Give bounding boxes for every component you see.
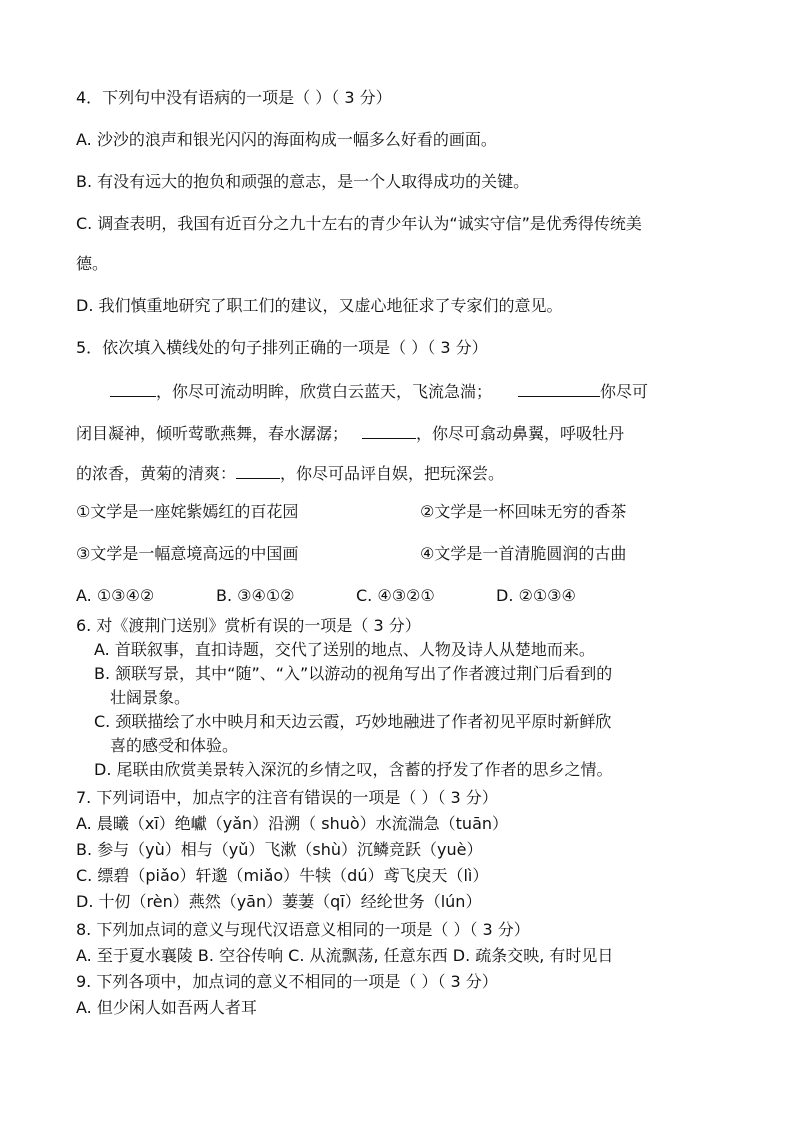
q5-passage-line1 <box>110 380 648 402</box>
q5-option-a: A. ①③④② <box>76 586 155 605</box>
q6-option-a: A. 首联叙事，直扣诗题，交代了送别的地点、人物及诗人从楚地而来。 <box>94 640 595 659</box>
q5-sentence-3: ③文学是一幅意境高远的中国画 <box>76 544 299 563</box>
q5-option-d: D. ②①③④ <box>496 586 576 605</box>
q6-option-b: B. 颔联写景，其中“随”、“入”以游动的视角写出了作者渡过荆门后看到的 <box>94 664 613 683</box>
q5-sentence-1: ①文学是一座姹紫嫣红的百花园 <box>76 502 299 521</box>
blank-2 <box>518 380 600 397</box>
q7-option-d: D. 十仞（rèn）燕然（yān）萋萋（qī）经纶世务（lún） <box>76 892 482 911</box>
q8-options: A. 至于夏水襄陵 B. 空谷传响 C. 从流飘荡, 任意东西 D. 疏条交映, 有时见日 <box>76 946 614 965</box>
passage-text: ，你尽可品评自娱，把玩深尝。 <box>280 464 505 483</box>
passage-text: 闭目凝神，倾听莺歌燕舞，春水潺潺； <box>76 424 349 443</box>
q4-option-c: C. 调查表明，我国有近百分之九十左右的青少年认为“诚实守信”是优秀得传统美 <box>76 214 642 233</box>
q4-option-a: A. 沙沙的浪声和银光闪闪的海面构成一幅多么好看的画面。 <box>76 130 497 149</box>
q5-sentence-2: ②文学是一杯回味无穷的香茶 <box>420 502 627 521</box>
q5-stem: 5．依次填入横线处的句子排列正确的一项是（ ）（ 3 分） <box>76 338 488 357</box>
q7-stem: 7. 下列词语中，加点字的注音有错误的一项是（ ）（ 3 分） <box>76 788 498 807</box>
q7-option-c: C. 缥碧（piǎo）轩邈（miǎo）牛犊（dú）鸢飞戾天（lì） <box>76 866 489 885</box>
passage-text: 你尽可 <box>600 382 649 401</box>
q6-option-d: D. 尾联由欣赏美景转入深沉的乡情之叹，含蓄的抒发了作者的思乡之情。 <box>94 760 613 779</box>
q5-option-c: C. ④③②① <box>356 586 435 605</box>
q4-option-d: D. 我们慎重地研究了职工们的建议，又虚心地征求了专家们的意见。 <box>76 296 563 315</box>
passage-text: 的浓香，黄菊的清爽： <box>76 464 237 483</box>
passage-text: ，你尽可流动明眸，欣赏白云蓝天，飞流急湍； <box>156 382 493 401</box>
blank-3 <box>362 422 416 439</box>
q4-option-c-cont: 德。 <box>76 254 109 273</box>
q7-option-a: A. 晨曦（xī）绝巘（yǎn）沿溯（ shuò）水流湍急（tuān） <box>76 814 509 833</box>
q7-option-b: B. 参与（yù）相与（yǔ）飞漱（shù）沉鳞竞跃（yuè） <box>76 840 483 859</box>
q4-stem: 4．下列句中没有语病的一项是（ ）（ 3 分） <box>76 88 392 107</box>
blank-4 <box>236 462 280 479</box>
q9-option-a: A. 但少闲人如吾两人者耳 <box>76 998 257 1017</box>
passage-text: ，你尽可翕动鼻翼，呼吸牡丹 <box>416 424 625 443</box>
q5-sentence-4: ④文学是一首清脆圆润的古曲 <box>420 544 627 563</box>
q4-option-b: B. 有没有远大的抱负和顽强的意志，是一个人取得成功的关键。 <box>76 172 530 191</box>
q6-option-c: C. 颈联描绘了水中映月和天边云霞，巧妙地融进了作者初见平原时新鲜欣 <box>94 712 612 731</box>
q5-passage-line3 <box>76 462 504 484</box>
q8-stem: 8. 下列加点词的意义与现代汉语意义相同的一项是（ ）（ 3 分） <box>76 920 530 939</box>
q5-option-b: B. ③④①② <box>216 586 295 605</box>
q6-option-c-cont: 喜的感受和体验。 <box>110 736 239 755</box>
q6-option-b-cont: 壮阔景象。 <box>110 688 191 707</box>
q9-stem: 9. 下列各项中，加点词的意义不相同的一项是（ ）（ 3 分） <box>76 972 498 991</box>
blank-1 <box>110 380 156 397</box>
q5-passage-line2 <box>76 422 624 444</box>
q6-stem: 6. 对《渡荆门送别》赏析有误的一项是（ 3 分） <box>76 616 421 635</box>
